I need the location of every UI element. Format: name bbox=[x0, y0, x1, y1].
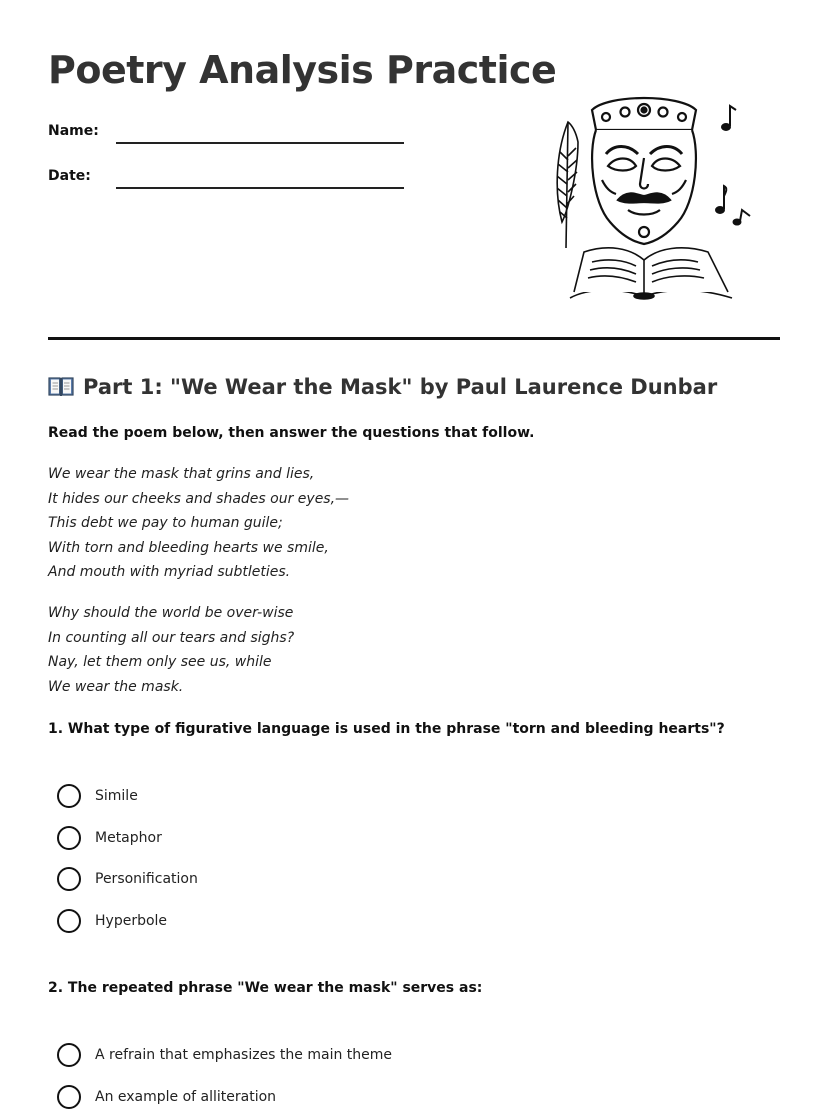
option-label: Simile bbox=[95, 788, 138, 804]
illustration bbox=[548, 92, 760, 306]
drama-mask-icon bbox=[592, 98, 696, 244]
option-label: An example of alliteration bbox=[95, 1089, 277, 1105]
date-field-row bbox=[48, 163, 404, 189]
poem-line: Why should the world be over-wise bbox=[48, 605, 294, 621]
page-title: Poetry Analysis Practice bbox=[48, 48, 557, 92]
option-label: Hyperbole bbox=[95, 913, 168, 929]
poem-stanza-2 bbox=[48, 601, 294, 699]
poem-line: With torn and bleeding hearts we smile, bbox=[48, 539, 329, 556]
radio-button[interactable] bbox=[57, 784, 81, 808]
name-input-line[interactable] bbox=[116, 122, 404, 144]
q2-option-alliteration[interactable] bbox=[57, 1085, 276, 1109]
question-2: 2. The repeated phrase "We wear the mask" serves as: bbox=[48, 980, 483, 996]
q1-option-hyperbole[interactable] bbox=[57, 909, 167, 933]
q1-option-simile[interactable] bbox=[57, 784, 138, 808]
instructions: Read the poem below, then answer the questions that follow. bbox=[48, 425, 535, 441]
radio-button[interactable] bbox=[57, 1043, 81, 1067]
option-label: Personification bbox=[95, 871, 198, 887]
poem-line: It hides our cheeks and shades our eyes,— bbox=[48, 490, 350, 507]
poem-line: In counting all our tears and sighs? bbox=[48, 629, 295, 646]
section-divider bbox=[48, 337, 780, 340]
part-1-heading-text: Part 1: "We Wear the Mask" by Paul Laurence Dunbar bbox=[83, 375, 718, 399]
poem-line: This debt we pay to human guile; bbox=[48, 515, 283, 532]
radio-button[interactable] bbox=[57, 1085, 81, 1109]
date-input-line[interactable] bbox=[116, 167, 404, 189]
part-1-heading bbox=[48, 375, 717, 399]
q1-option-personification[interactable] bbox=[57, 867, 198, 891]
poem-line: We wear the mask that grins and lies, bbox=[48, 466, 315, 482]
radio-button[interactable] bbox=[57, 909, 81, 933]
quill-feather-icon bbox=[557, 122, 578, 248]
q2-option-refrain[interactable] bbox=[57, 1043, 392, 1067]
q1-option-metaphor[interactable] bbox=[57, 826, 162, 850]
option-label: Metaphor bbox=[95, 830, 162, 846]
book-icon bbox=[48, 376, 74, 398]
music-note-icon bbox=[716, 106, 750, 225]
open-book-icon bbox=[570, 248, 732, 299]
name-label: Name: bbox=[48, 123, 99, 139]
radio-button[interactable] bbox=[57, 826, 81, 850]
question-1: 1. What type of figurative language is used in the phrase "torn and bleeding hearts"? bbox=[48, 721, 725, 737]
poem-line: We wear the mask. bbox=[48, 678, 184, 695]
poem-line: Nay, let them only see us, while bbox=[48, 654, 272, 671]
poem-stanza-1 bbox=[48, 462, 349, 585]
radio-button[interactable] bbox=[57, 867, 81, 891]
date-label: Date: bbox=[48, 168, 91, 184]
name-field-row bbox=[48, 118, 404, 144]
poem-line: And mouth with myriad subtleties. bbox=[48, 564, 291, 581]
option-label: A refrain that emphasizes the main theme bbox=[95, 1047, 393, 1063]
